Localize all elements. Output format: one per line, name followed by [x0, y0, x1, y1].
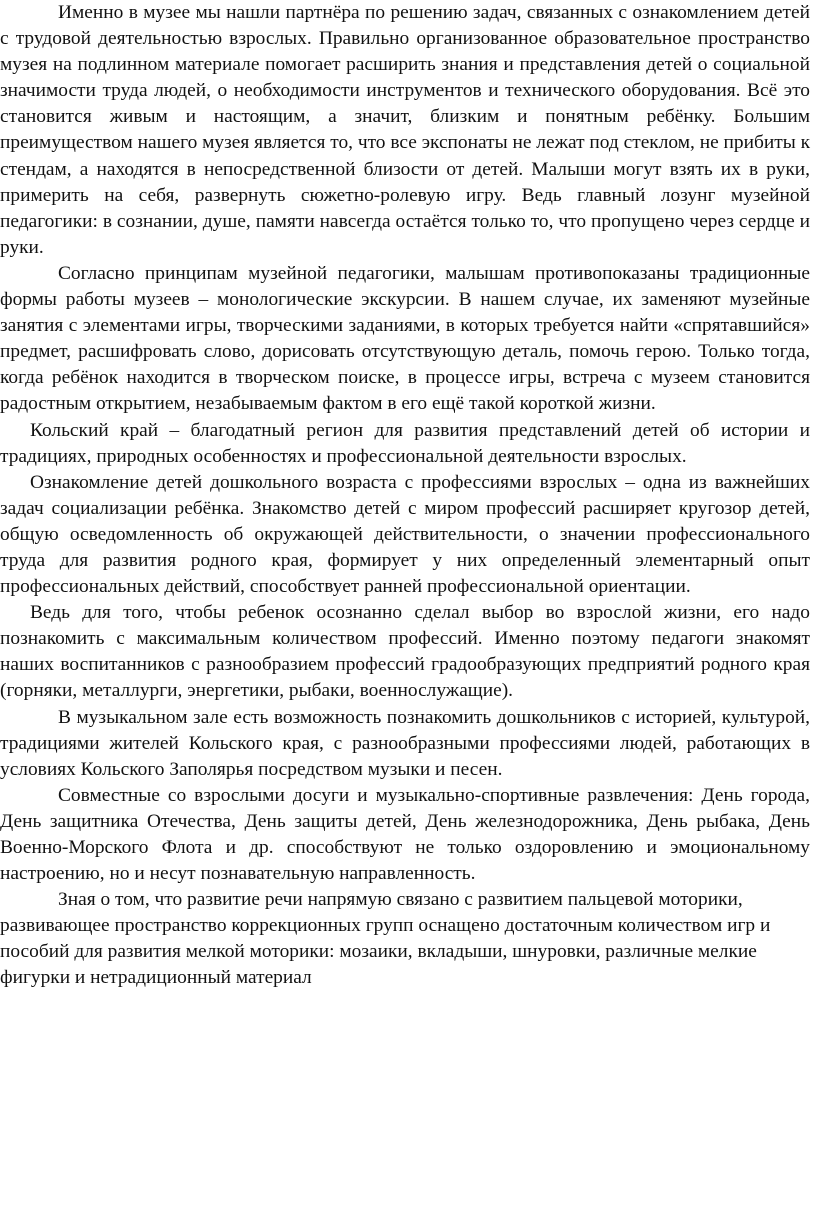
paragraph-museum-partner: Именно в музее мы нашли партнёра по решению задач, связанных с ознакомлением детей с трудовой деятельностью взрослых. Правильно организованное образовательное пространство музея на подлинном материале помогает расширить знания и представления детей о социальной значимости труда людей, о необходимости инструментов и технического оборудования. Всё это становится живым и настоящим, а значит, близким и понятным ребёнку. Большим преимуществом нашего музея является то, что все экспонаты не лежат под стеклом, не прибиты к стендам, а находятся в непосредственной близости от детей. Малыши могут взять их в руки, примерить на себя, развернуть сюжетно-ролевую игру. Ведь главный лозунг музейной педагогики: в сознании, душе, памяти навсегда остаётся только то, что пропущено через сердце и руки. [0, 2, 810, 258]
paragraph-career-choice: Ведь для того, чтобы ребенок осознанно сделал выбор во взрослой жизни, его надо познакомить с максимальным количеством профессий. Именно поэтому педагоги знакомят наших воспитанников с разнообразием профессий градообразующих предприятий родного края (горняки, металлурги, энергетики, рыбаки, военнослужащие). [0, 602, 810, 702]
paragraph-museum-pedagogy: Согласно принципам музейной педагогики, малышам противопоказаны традиционные формы работы музеев – монологические экскурсии. В нашем случае, их заменяют музейные занятия с элементами игры, творческими заданиями, в которых требуется найти «спрятавшийся» предмет, расшифровать слово, дорисовать отсутствующую деталь, помочь герою. Только тогда, когда ребёнок находится в творческом поиске, в процессе игры, встреча с музеем становится радостным открытием, незабываемым фактом в его ещё такой короткой жизни. [0, 262, 810, 415]
paragraph-kola-region: Кольский край – благодатный регион для развития представлений детей об истории и традициях, природных особенностях и профессиональной деятельности взрослых. [0, 419, 810, 467]
paragraph-leisure-events: Совместные со взрослыми досуги и музыкально-спортивные развлечения: День города, День защитника Отечества, День защиты детей, День железнодорожника, День рыбака, День Военно-Морского Флота и др. способствуют не только оздоровлению и эмоциональному настроению, но и несут познавательную направленность. [0, 784, 810, 885]
paragraph-fine-motor: Зная о том, что развитие речи напрямую связано с развитием пальцевой моторики, развивающее пространство коррекционных групп оснащено достаточным количеством игр и пособий для развития мелкой моторики: мозаики, вкладыши, шнуровки, различные мелкие фигурки и нетрадиционный материал [0, 889, 771, 989]
paragraph-professions-intro: Ознакомление детей дошкольного возраста с профессиями взрослых – одна из важнейших задач социализации ребёнка. Знакомство детей с миром профессий расширяет кругозор детей, общую осведомленность об окружающей действительности, о значении профессионального труда для развития родного края, формирует у них определенный элементарный опыт профессиональных действий, способствует ранней профессиональной ориентации. [0, 471, 810, 598]
paragraph-music-hall: В музыкальном зале есть возможность познакомить дошкольников с историей, культурой, традициями жителей Кольского края, с разнообразными профессиями людей, работающих в условиях Кольского Заполярья посредством музыки и песен. [0, 706, 810, 780]
